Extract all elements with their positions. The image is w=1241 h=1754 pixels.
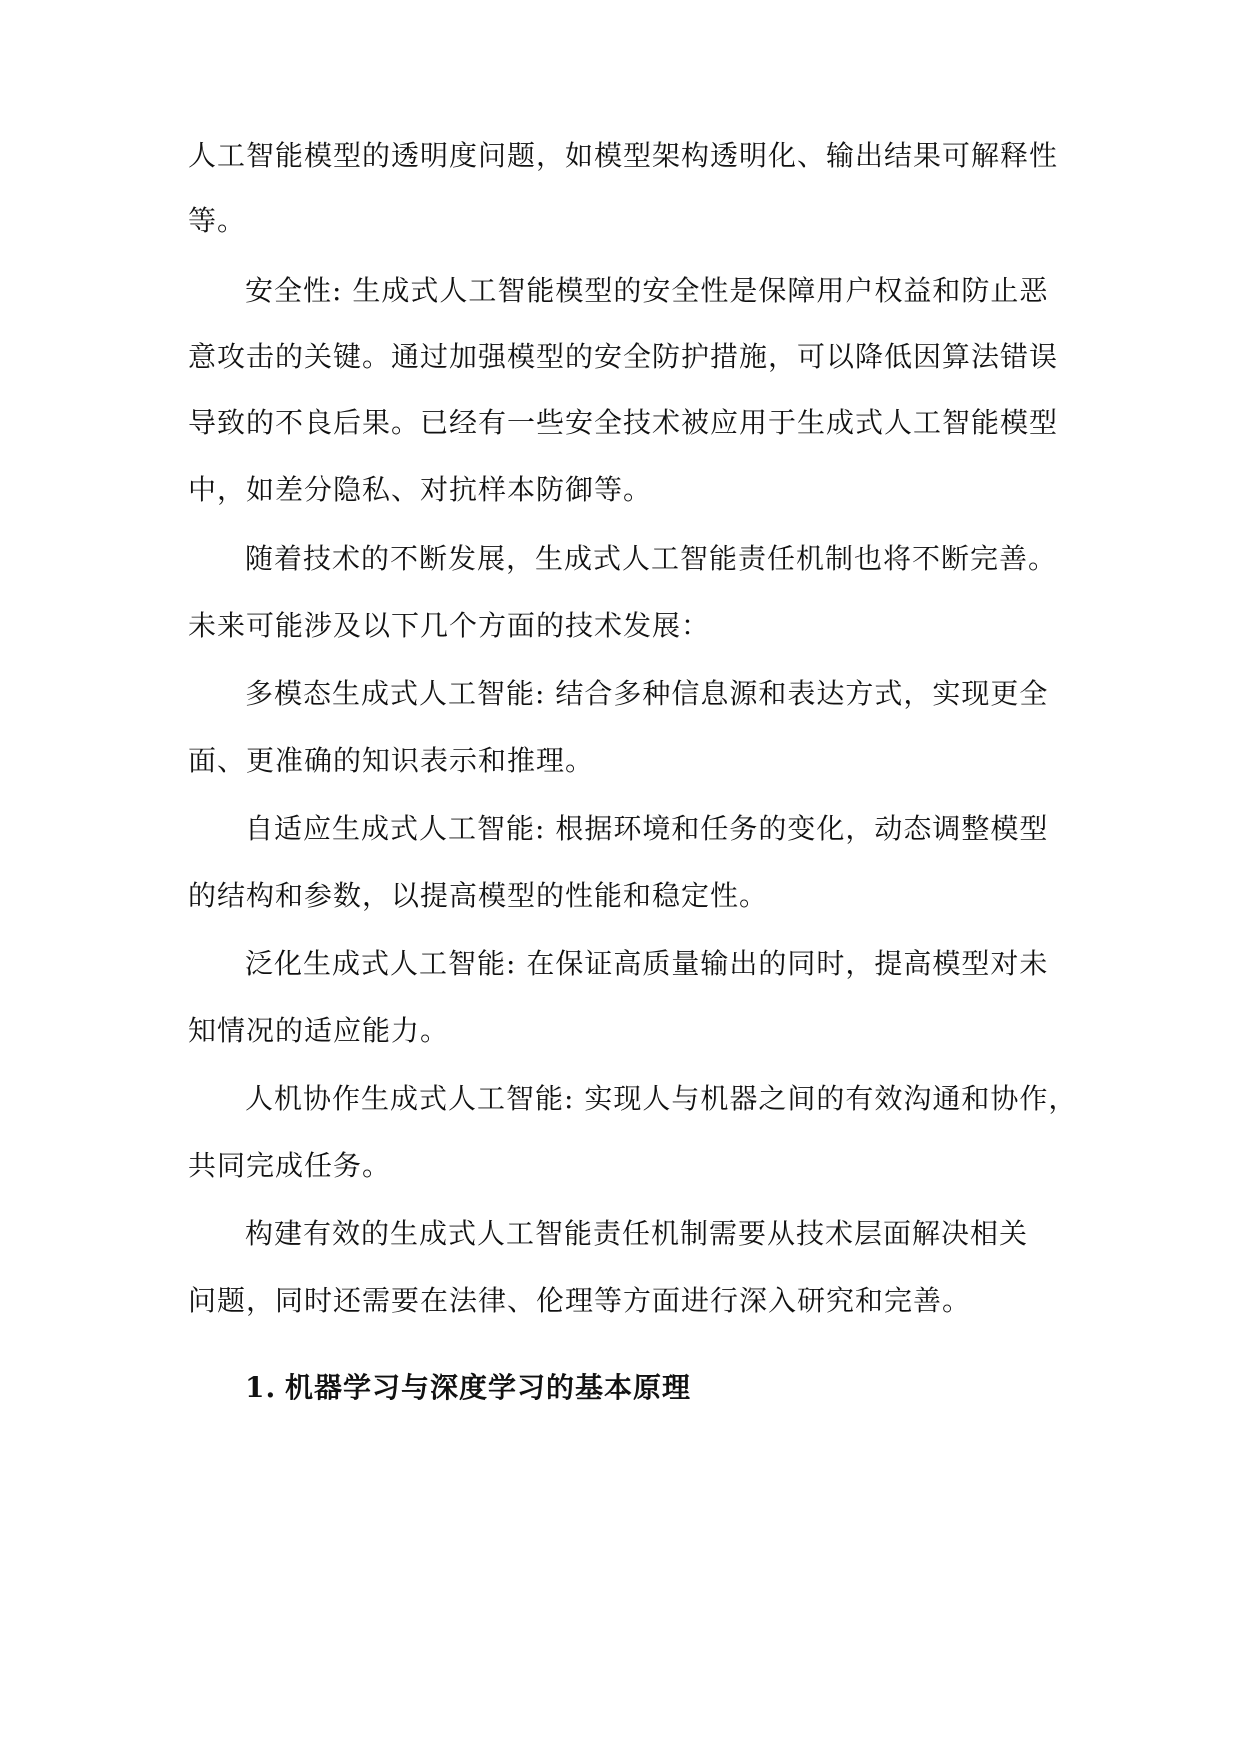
paragraph-line: 面、更准确的知识表示和推理。 (188, 744, 595, 777)
paragraph-line: 问题，同时还需要在法律、伦理等方面进行深入研究和完善。 (188, 1284, 972, 1317)
paragraph-line: 未来可能涉及以下几个方面的技术发展： (188, 609, 711, 642)
paragraph-line: 意攻击的关键。通过加强模型的安全防护措施，可以降低因算法错误 (188, 340, 1059, 373)
paragraph-line: 泛化生成式人工智能: 在保证高质量输出的同时，提高模型对未 (245, 947, 1049, 980)
paragraph-line: 中，如差分隐私、对抗样本防御等。 (188, 473, 653, 506)
paragraph-line: 自适应生成式人工智能: 根据环境和任务的变化，动态调整模型 (245, 812, 1049, 845)
section-title: 机器学习与深度学习的基本原理 (285, 1371, 692, 1404)
paragraph-line: 人工智能模型的透明度问题，如模型架构透明化、输出结果可解释性 (188, 139, 1059, 172)
paragraph-line: 人机协作生成式人工智能: 实现人与机器之间的有效沟通和协作， (245, 1082, 1078, 1115)
paragraph-line: 知情况的适应能力。 (188, 1014, 450, 1047)
paragraph-line: 多模态生成式人工智能: 结合多种信息源和表达方式，实现更全 (245, 677, 1049, 710)
paragraph-line: 等。 (188, 204, 247, 237)
paragraph-line: 导致的不良后果。已经有一些安全技术被应用于生成式人工智能模型 (188, 406, 1059, 439)
section-number: 1. (245, 1371, 277, 1404)
paragraph-line: 随着技术的不断发展，生成式人工智能责任机制也将不断完善。 (245, 542, 1058, 575)
paragraph-line: 构建有效的生成式人工智能责任机制需要从技术层面解决相关 (245, 1217, 1029, 1250)
paragraph-line: 共同完成任务。 (188, 1149, 392, 1182)
section-heading (245, 1368, 691, 1408)
paragraph-line: 的结构和参数，以提高模型的性能和稳定性。 (188, 879, 769, 912)
paragraph-line: 安全性: 生成式人工智能模型的安全性是保障用户权益和防止恶 (245, 274, 1049, 307)
